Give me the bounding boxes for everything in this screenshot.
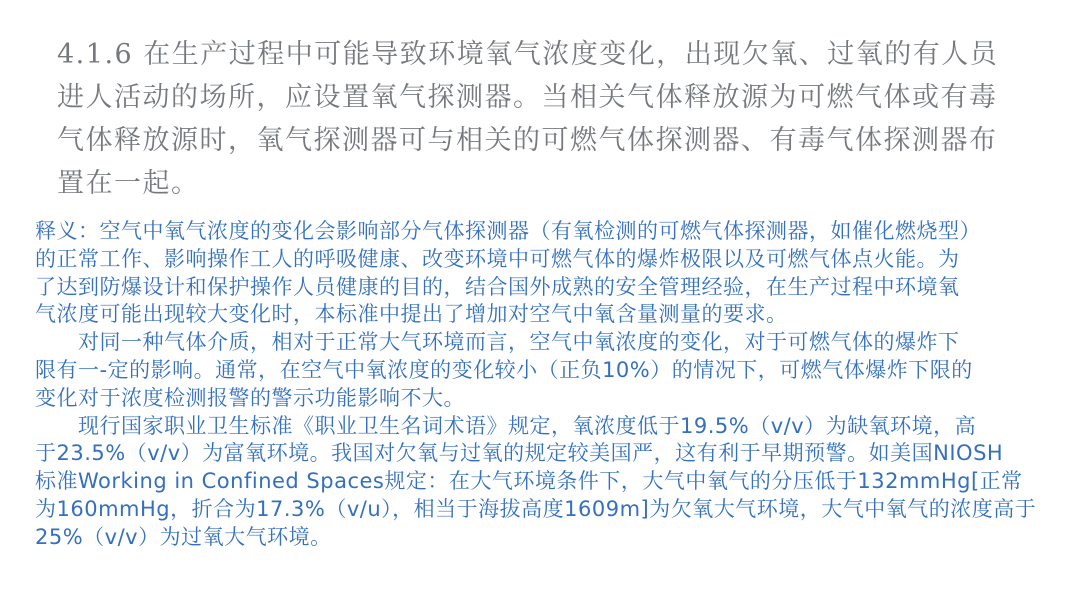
interpretation-line: 标准Working in Confined Spaces规定：在大气环境条件下，大气中氧气的分压低于132mmHg[正常	[35, 469, 1023, 494]
clause-line: 气体释放源时，氧气探测器可与相关的可燃气体探测器、有毒气体探测器布	[57, 125, 998, 156]
clause-line: 置在一起。	[57, 168, 200, 199]
interpretation-line: 25%（v/v）为过氧大气环境。	[35, 524, 332, 549]
clause-4-1-6	[0, 0, 1080, 205]
interpretation-line: 的正常工作、影响操作工人的呼吸健康、改变环境中可燃气体的爆炸极限以及可燃气体点火能。为	[35, 246, 960, 271]
interpretation-section	[0, 205, 1080, 552]
interpretation-line: 限有一-定的影响。通常，在空气中氧浓度的变化较小（正负10%）的情况下，可燃气体爆炸下限的	[35, 357, 973, 382]
interpretation-line: 变化对于浓度检测报警的警示功能影响不大。	[35, 385, 465, 410]
interpretation-line: 释义：空气中氧气浓度的变化会影响部分气体探测器（有氧检测的可燃气体探测器，如催化燃烧型）	[35, 219, 981, 243]
interpretation-line: 对同一种气体介质，相对于正常大气环境而言，空气中氧浓度的变化，对于可燃气体的爆炸下	[35, 330, 960, 355]
interpretation-line: 于23.5%（v/v）为富氧环境。我国对欠氧与过氧的规定较美国严，这有利于早期预警。如美国NIOSH	[35, 441, 1004, 466]
interpretation-line: 了达到防爆设计和保护操作人员健康的目的，结合国外成熟的安全管理经验，在生产过程中环境氧	[35, 274, 960, 299]
clause-line: 4.1.6 在生产过程中可能导致环境氧气浓度变化，出现欠氧、过氧的有人员	[57, 39, 999, 70]
interpretation-line: 为160mmHg，折合为17.3%（v/u），相当于海拔高度1609m]为欠氧大气环境，大气中氧气的浓度高于	[35, 496, 1037, 521]
interpretation-line: 气浓度可能出现较大变化时，本标准中提出了增加对空气中氧含量测量的要求。	[35, 302, 788, 327]
clause-line: 进人活动的场所，应设置氧气探测器。当相关气体释放源为可燃气体或有毒	[57, 82, 998, 113]
interpretation-line: 现行国家职业卫生标准《职业卫生名词术语》规定，氧浓度低于19.5%（v/v）为缺氧环境，高	[35, 413, 977, 438]
